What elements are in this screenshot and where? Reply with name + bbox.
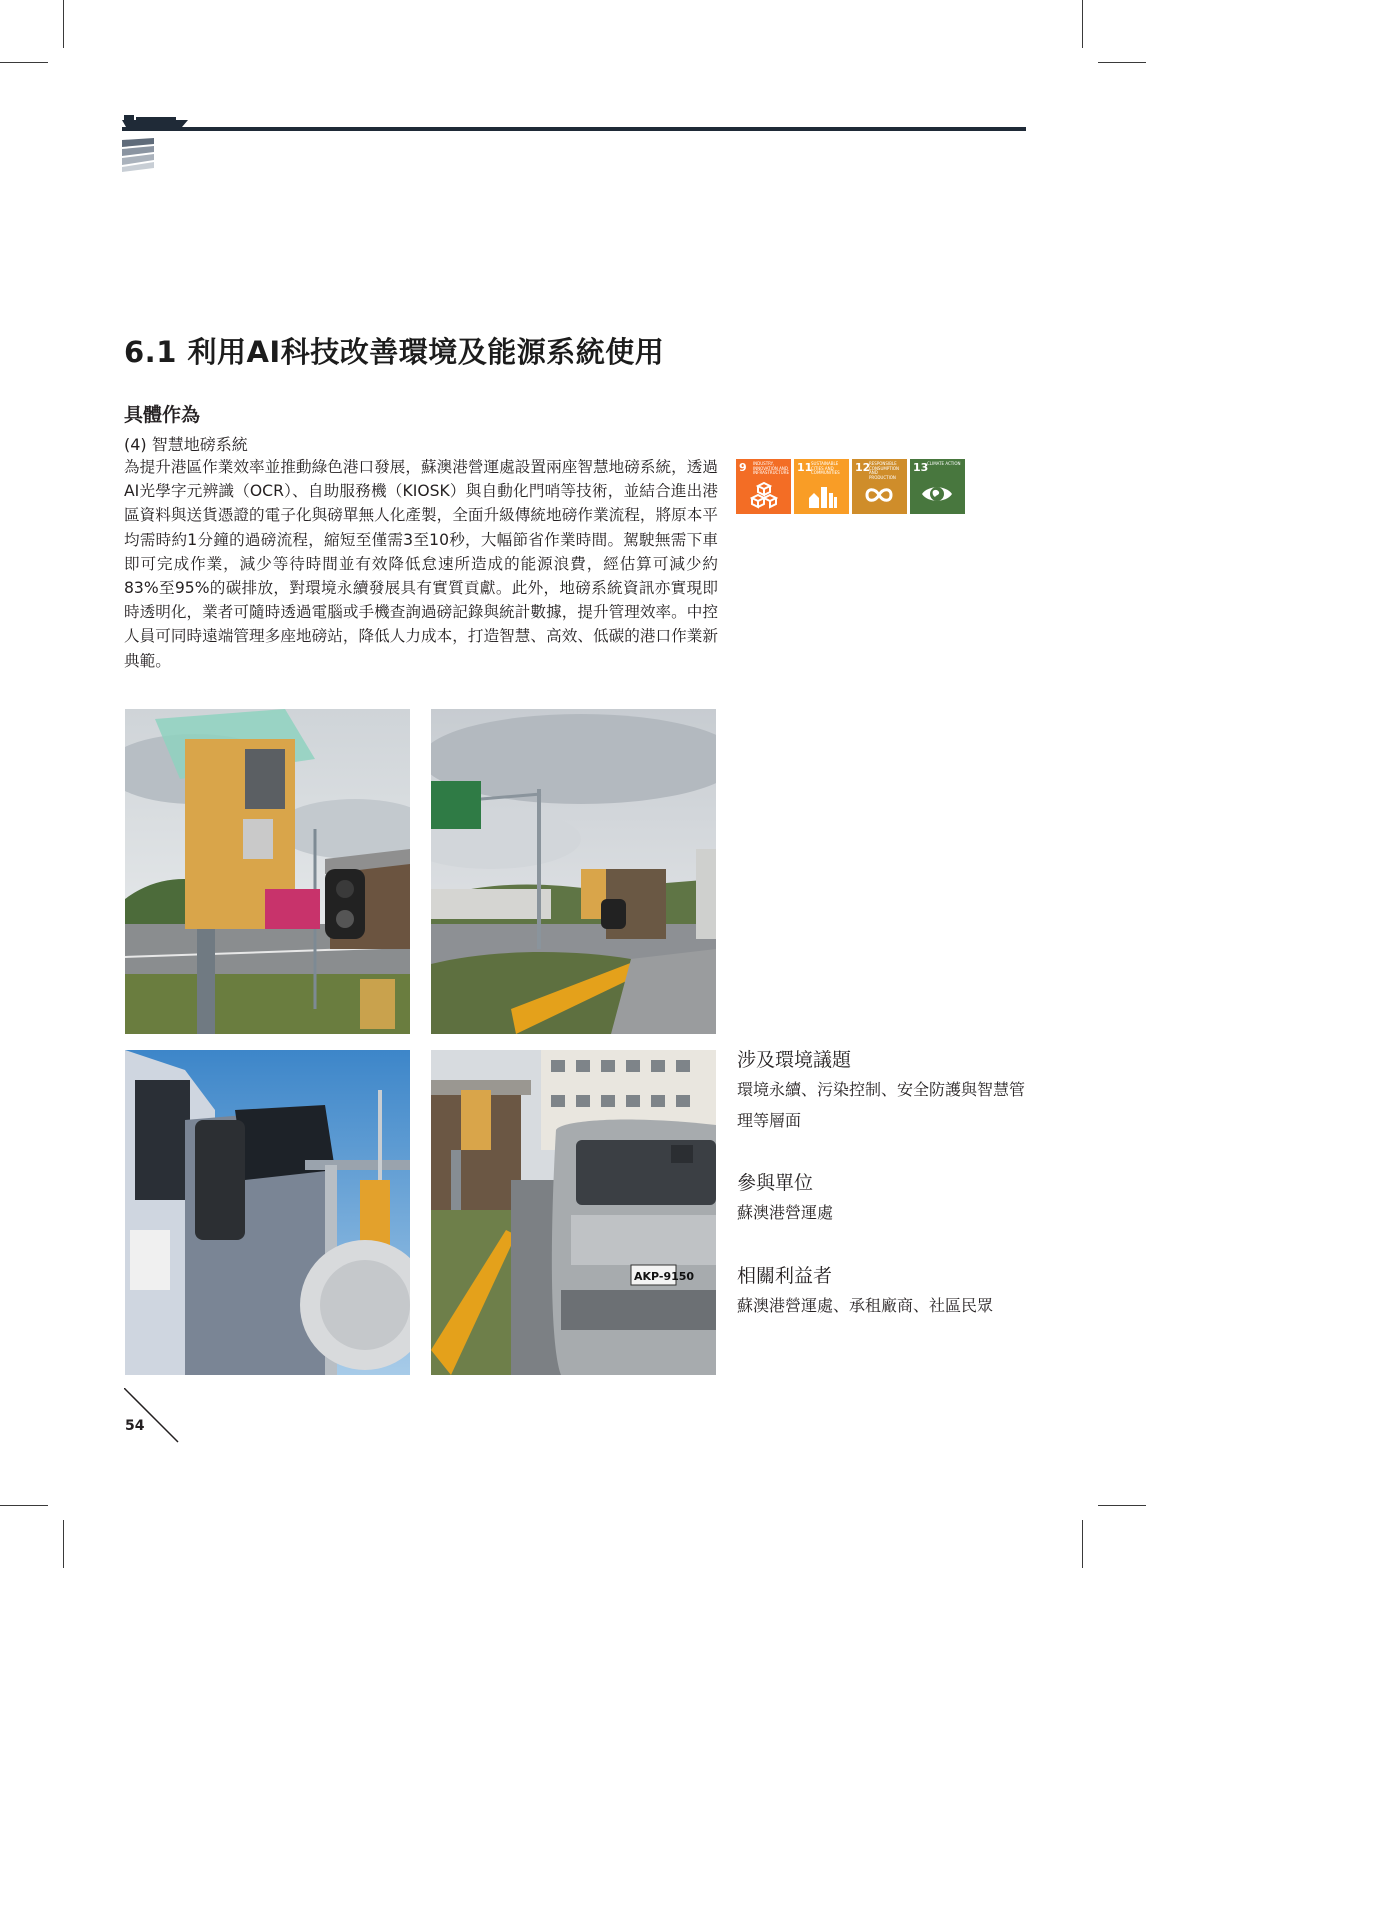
participating-units-heading: 參與單位 bbox=[737, 1172, 814, 1194]
crop-mark bbox=[1098, 1505, 1146, 1506]
sdg-label: SUSTAINABLE CITIES AND COMMUNITIES bbox=[811, 461, 840, 475]
sdg-number: 13 bbox=[913, 461, 929, 474]
environment-issues-heading: 涉及環境議題 bbox=[737, 1049, 852, 1071]
stakeholders-text: 蘇澳港營運處、承租廠商、社區民眾 bbox=[737, 1296, 994, 1315]
crop-mark bbox=[0, 62, 48, 63]
sdg-11-icon bbox=[794, 459, 849, 514]
city-icon bbox=[808, 481, 838, 509]
crop-mark bbox=[1098, 62, 1146, 63]
crop-mark bbox=[1082, 0, 1083, 48]
sdg-12-icon bbox=[852, 459, 907, 514]
sdg-number: 12 bbox=[855, 461, 871, 474]
sdg-number: 9 bbox=[739, 461, 747, 474]
body-paragraph: 為提升港區作業效率並推動綠色港口發展，蘇澳港營運處設置兩座智慧地磅系統，透過AI光學字元辨識（OCR）、自助服務機（KIOSK）與自動化門哨等技術，並結合進出港區資料與送貨憑證的電子化與磅單無人化產製，全面升級傳統地磅作業流程，將原本平均需時約1分鐘的過磅流程，縮短至僅需3至10秒，大幅節省作業時間。駕駛無需下車即可完成作業，減少等待時間並有效降低怠速所造成的能源浪費，經估算可減少約83%至95%的碳排放，對環境永續發展具有實質貢獻。此外，地磅系統資訊亦實現即時透明化，業者可隨時透過電腦或手機查詢過磅記錄與統計數據，提升管理效率。中控人員可同時遠端管理多座地磅站，降低人力成本，打造智慧、高效、低碳的港口作業新典範。 bbox=[124, 458, 718, 670]
eye-globe-icon bbox=[921, 483, 953, 505]
sdg-label: INDUSTRY, INNOVATION AND INFRASTRUCTURE bbox=[753, 461, 789, 475]
sdg-number: 11 bbox=[797, 461, 813, 474]
item-title: (4) 智慧地磅系統 bbox=[124, 435, 248, 454]
crop-mark bbox=[0, 1505, 48, 1506]
sdg-9-icon bbox=[736, 459, 791, 514]
crop-mark bbox=[1082, 1520, 1083, 1568]
sdg-13-icon bbox=[910, 459, 965, 514]
sdg-label: RESPONSIBLE CONSUMPTION AND PRODUCTION bbox=[869, 461, 900, 480]
page-number-divider bbox=[124, 1388, 180, 1444]
wave-logo-icon bbox=[122, 138, 154, 172]
photo-van-on-weighbridge bbox=[431, 1050, 716, 1375]
crop-mark bbox=[63, 1520, 64, 1568]
photo-kiosk-closeup bbox=[125, 709, 410, 1034]
stakeholders-heading: 相關利益者 bbox=[737, 1265, 833, 1287]
crop-mark bbox=[63, 0, 64, 48]
license-plate: AKP-9150 bbox=[634, 1270, 695, 1283]
photo-truck-at-kiosk bbox=[125, 1050, 410, 1375]
cubes-icon bbox=[750, 481, 778, 509]
section-title: 6.1 利用AI科技改善環境及能源系統使用 bbox=[124, 335, 665, 369]
environment-issues-text: 環境永續、污染控制、安全防護與智慧管理等層面 bbox=[737, 1080, 1026, 1130]
sdg-icon-row bbox=[736, 459, 965, 514]
subheading: 具體作為 bbox=[124, 404, 201, 426]
participating-units-text: 蘇澳港營運處 bbox=[737, 1203, 834, 1222]
sdg-label: CLIMATE ACTION bbox=[927, 461, 961, 466]
ship-icon bbox=[122, 112, 188, 128]
infinity-icon bbox=[864, 485, 894, 505]
page-number: 54 bbox=[125, 1418, 145, 1434]
photo-weighbridge-gate bbox=[431, 709, 716, 1034]
header-rule bbox=[122, 127, 1026, 131]
